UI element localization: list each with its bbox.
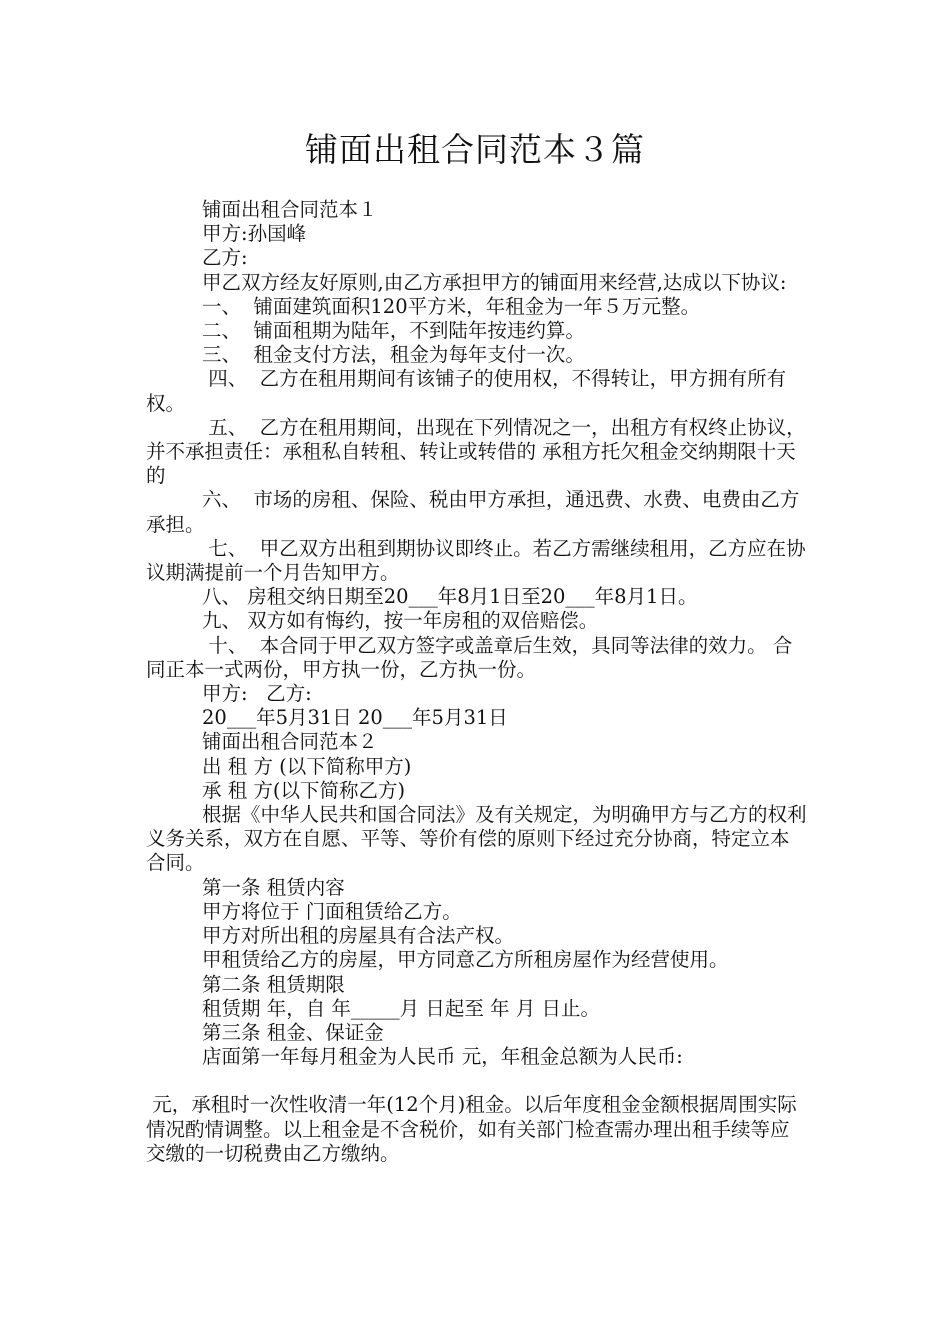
paragraph-intro: 甲乙双方经友好原则,由乙方承担甲方的铺面用来经营,达成以下协议:	[202, 270, 787, 294]
paragraph-section-heading-2: 铺面出租合同范本２	[202, 730, 378, 754]
paragraph-article-3-rent: 店面第一年每月租金为人民币 元，年租金总额为人民币:	[202, 1045, 683, 1069]
paragraph-article-2-heading: 第二条 租赁期限	[202, 972, 345, 996]
paragraph-clause-3: 三、 租金支付方法，租金为每年支付一次。	[202, 343, 585, 367]
paragraph-article-3-payment: 元，承租时一次性收清一年(12个月)租金。以后年度租金金额根据周围实际情况酌情调整。以上租金是不含税价，如有关部门检查需办理出租手续等应交缴的一切税费由乙方缴纳。	[146, 1093, 797, 1165]
paragraph-dates: 20___年5月31日 20___年5月31日	[202, 706, 508, 730]
paragraph-article-1-ownership: 甲方对所出租的房屋具有合法产权。	[202, 924, 515, 948]
document-title: 铺面出租合同范本３篇	[305, 130, 645, 169]
paragraph-clause-1: 一、 铺面建筑面积120平方米，年租金为一年５万元整。	[202, 294, 701, 318]
paragraph-clause-6: 六、 市场的房租、保险、税由甲方承担，通迅费、水费、电费由乙方承担。	[146, 488, 800, 536]
paragraph-clause-10: 十、 本合同于甲乙双方签字或盖章后生效，具同等法律的效力。 合同正本一式两份，甲方执一份，乙方执一份。	[146, 633, 793, 681]
paragraph-article-1-location: 甲方将位于 门面租赁给乙方。	[202, 899, 462, 923]
document-body	[146, 198, 808, 1166]
paragraph-lessee: 承 租 方(以下简称乙方)	[202, 778, 406, 802]
paragraph-article-1-heading: 第一条 租赁内容	[202, 875, 345, 899]
paragraph-clause-8: 八、 房租交纳日期至20___年8月1日至20___年8月1日。	[202, 585, 698, 609]
paragraph-article-3-heading: 第三条 租金、保证金	[202, 1020, 384, 1044]
paragraph-clause-5: 五、 乙方在租用期间，出现在下列情况之一，出租方有权终止协议，并不承担责任：承租私自转租、转让或转借的 承租方托欠租金交纳期限十天的	[146, 415, 806, 488]
paragraph-party-a: 甲方:孙国峰	[202, 222, 307, 246]
paragraph-preamble: 根据《中华人民共和国合同法》及有关规定，为明确甲方与乙方的权利义务关系，双方在自愿、平等、等价有偿的原则下经过充分协商，特定立本合同。	[146, 803, 807, 875]
paragraph-clause-7: 七、 甲乙双方出租到期协议即终止。若乙方需继续租用，乙方应在协议期满提前一个月告知甲方。	[146, 536, 806, 585]
paragraph-clause-4: 四、 乙方在租用期间有该铺子的使用权，不得转让，甲方拥有所有权。	[146, 367, 787, 415]
paragraph-article-1-usage: 甲租赁给乙方的房屋，甲方同意乙方所租房屋作为经营使用。	[202, 948, 729, 972]
paragraph-section-heading-1: 铺面出租合同范本１	[202, 198, 378, 221]
paragraph-clause-2: 二、 铺面租期为陆年，不到陆年按违约算。	[202, 319, 585, 343]
paragraph-signatures: 甲方: 乙方:	[202, 682, 312, 706]
paragraph-party-b: 乙方:	[202, 246, 248, 270]
paragraph-clause-9: 九、 双方如有悔约，按一年房租的双倍赔偿。	[202, 609, 599, 633]
paragraph-lessor: 出 租 方 (以下简称甲方)	[202, 754, 412, 778]
paragraph-spacer	[146, 1069, 808, 1093]
paragraph-article-2-term: 租赁期 年，自 年_____月 日起至 年 月 日止。	[202, 996, 600, 1020]
